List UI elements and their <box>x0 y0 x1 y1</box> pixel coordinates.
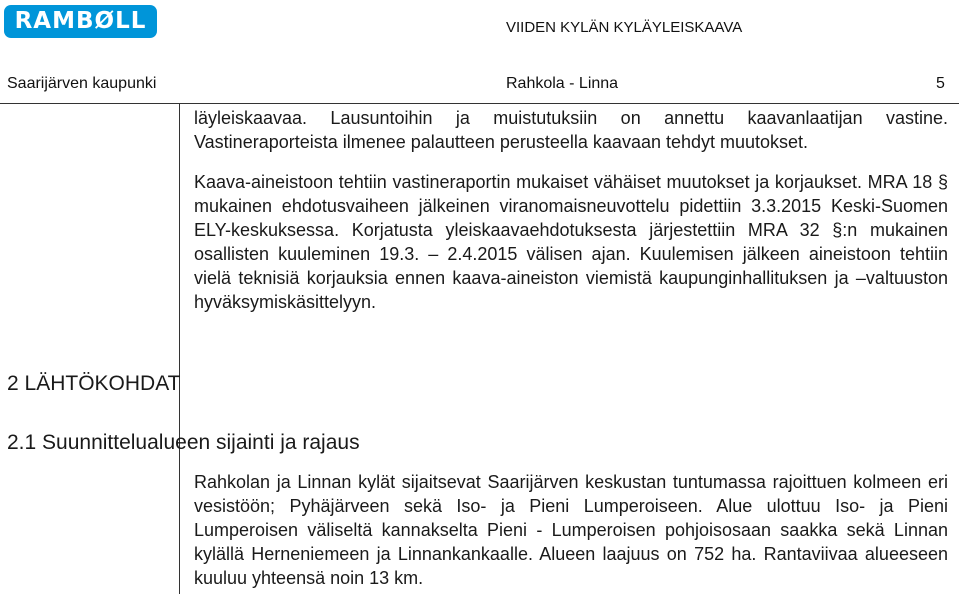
page-number: 5 <box>936 75 945 92</box>
ramboll-logo: RAMBØLL <box>4 5 157 38</box>
paragraph-3: Rahkolan ja Linnan kylät sijaitsevat Saarijärven keskustan tuntumassa rajoittuen kolmeen eri vesistöön; Pyhäjärveen sekä Iso- ja Pieni Lumperoiseen. Alue ulottuu Iso- ja Pieni Lumperoisen väliseltä kannakselta Pieni - Lumperoisen pohjoisosaan saakka sekä Linnan kylällä Herneniemeen ja Linnankankaalle. Alueen laajuus on 752 ha. Rantaviivaa alueeseen kuuluu yhteensä noin 13 km. <box>194 472 948 588</box>
paragraph-2: Kaava-aineistoon tehtiin vastineraportin mukaiset vähäiset muutokset ja korjaukset. MRA 18 § mukainen ehdotusvaiheen jälkeinen viranomaisneuvottelu pidettiin 3.3.2015 Keski-Suomen ELY-keskuksessa. Korjatusta yleiskaavaehdotuksesta järjestettiin MRA 32 §:n mukainen osallisten kuuleminen 19.3. – 2.4.2015 välisen ajan. Kuulemisen jälkeen aineistoon tehtiin vielä teknisiä korjauksia ennen kaava-aineiston viemistä kaupunginhallituksen ja –valtuuston hyväksymiskäsittelyyn. <box>194 172 948 312</box>
header-divider <box>0 103 959 104</box>
paragraph-1: läyleiskaavaa. Lausuntoihin ja muistutuksiin on annettu kaavanlaatijan vastine. Vastineraporteista ilmenee palautteen perusteella kaavaan tehdyt muutokset. <box>194 108 948 152</box>
subsection-heading: 2.1 Suunnittelualueen sijainti ja rajaus <box>7 431 360 454</box>
margin-line <box>179 104 180 594</box>
section-heading: 2 LÄHTÖKOHDAT <box>7 372 181 395</box>
document-title: VIIDEN KYLÄN KYLÄYLEISKAAVA <box>506 19 743 36</box>
header-municipality: Saarijärven kaupunki <box>7 75 157 92</box>
header-area: Rahkola - Linna <box>506 75 619 92</box>
